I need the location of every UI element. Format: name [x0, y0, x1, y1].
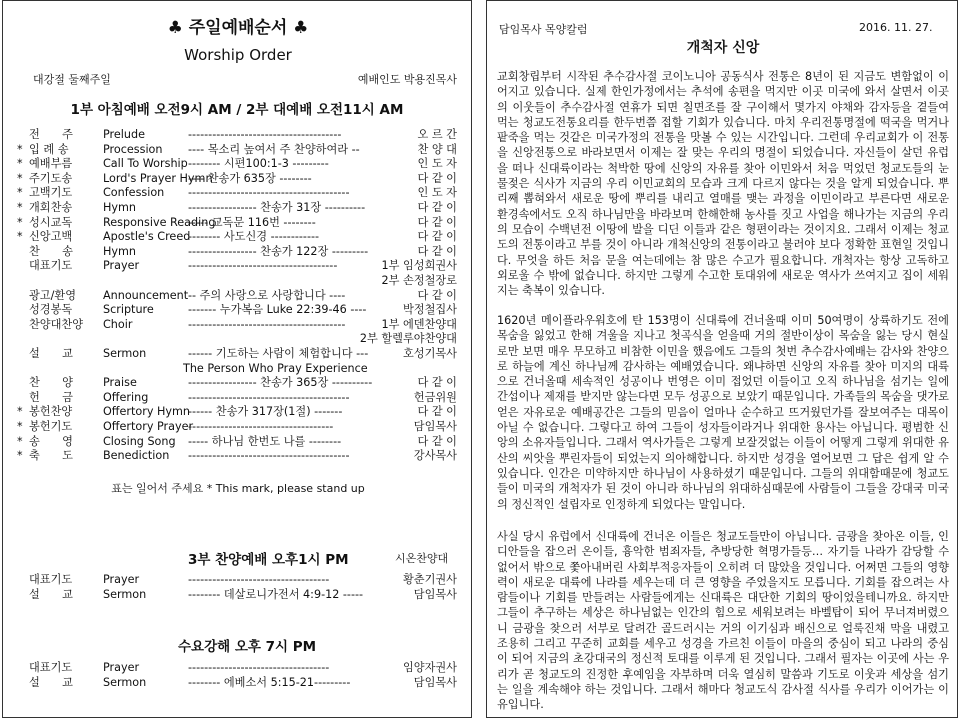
page-title: ♣ 주일예배순서 ♣ — [167, 18, 309, 38]
item-english: Sermon — [103, 676, 147, 689]
item-english: Offertory Prayer — [103, 420, 194, 433]
item-detail: -- 주의 사랑으로 사랑합니다 ---- — [188, 288, 346, 302]
item-english: Praise — [103, 376, 137, 390]
item-english: Announcement — [103, 288, 189, 302]
worship-order-page — [2, 0, 472, 718]
item-detail: ------------------------------------- — [188, 259, 338, 273]
item-korean: 대표기도 — [29, 661, 73, 674]
item-detail: ------------------------------------ — [188, 420, 334, 433]
item-korean: 봉헌기도 — [29, 420, 73, 433]
item-korean: 광고/환영 — [29, 288, 76, 302]
item-korean: 예배부름 — [29, 157, 73, 171]
item-english: Benediction — [103, 449, 170, 463]
item-english: Apostle's Creed — [103, 230, 191, 244]
item-leader: 1부 임성희권사 — [381, 259, 457, 273]
item-detail: ----------------------------------- — [188, 661, 330, 674]
item-korean: 신앙고백 — [29, 230, 73, 244]
service-row — [3, 201, 471, 215]
item-detail: -------------------------------------- — [188, 128, 342, 141]
service-row — [3, 661, 471, 675]
item-detail: ----------------- 찬송가 122장 --------- — [188, 244, 369, 258]
item-detail: -------- 사도신경 ------------ — [188, 230, 320, 244]
item-korean: 입 례 송 — [29, 142, 69, 156]
service-row — [3, 449, 471, 463]
item-leader: 인 도 자 — [417, 157, 457, 171]
service-row — [3, 391, 471, 405]
service-row — [3, 216, 471, 230]
stand-mark: * — [17, 449, 23, 463]
service-row — [3, 230, 471, 244]
item-leader: 2부 손정철장로 — [381, 274, 457, 287]
service-row — [3, 318, 471, 332]
stand-mark: * — [17, 230, 23, 244]
item-korean: 찬 양 — [29, 376, 73, 390]
service-row — [3, 143, 471, 157]
item-detail: ----------------------------------- — [188, 573, 330, 586]
pastor-column-page — [486, 0, 958, 718]
item-leader: 다 같 이 — [417, 215, 457, 229]
item-detail: -------- 에베소서 5:15-21--------- — [188, 676, 351, 689]
item-detail: ------ 찬송가 317장(1절) ------- — [188, 405, 343, 419]
standup-note: 표는 일어서 주세요 * This mark, please stand up — [111, 482, 365, 495]
column-paragraph-3: 사실 당시 유럽에서 신대륙에 건너온 이들은 청교도들만이 아닙니다. 금광을 찾아온 이들, 인디안들을 잡으러 온이들, 흉악한 범죄자들, 추방당한 혁명가들등… 자기들 나라가 감당할 수 없어서 밖으로 쫓아내버린 사회부적응자들이 오히려 더 많았을 것입니다. 어쩌면 그들의 영향력이 새로운 대륙에 나라를 세우는데 더 큰 영향을 주었을지도 모릅니다. 기회를 잡으려는 사람들이나 기회를 만들려는 사람들에게는 신대륙은 대단한 기회의 땅이었을테니까요. 하지만 그들이 추구하는 세상은 하나님없는 인간의 힘으로 세워보려는 바벨탑이 되어 무너져버렸으니 금광을 찾으러 서부로 달려간 골드러시는 거의 이기심과 배신으로 얼룩진채 막을 내렸고 조용히 그리고 꾸준히 교회를 세우고 성경을 가르친 이들이 마을의 중심이 되고 나라의 중심이 되어 지금의 초강대국의 정신적 토대를 이루게 된 것입니다. 그래서 필자는 이곳에 사는 우리가 곧 청교도의 진정한 후예임을 자부하며 더욱 열심히 말씀과 기도로 이웃과 세상을 섬기는 일을 계속해야 하는 것입니다. 그래서 해마다 청교도식 감사절 식사를 우리가 이어가는 이유입니다. — [497, 530, 949, 712]
item-leader: 강사목사 — [413, 449, 457, 463]
column-title: 개척자 신앙 — [686, 40, 760, 56]
item-english: Sermon — [103, 347, 147, 360]
item-english: Responsive Reading — [103, 215, 216, 229]
item-english: Prayer — [103, 259, 140, 273]
service-row — [3, 289, 471, 303]
service-heading-wed: 수요강해 오후 7시 PM — [178, 639, 317, 655]
service-row — [3, 676, 471, 690]
item-leader: 담임목사 — [413, 420, 457, 433]
item-english: Prayer — [103, 573, 140, 586]
item-leader: 1부 에덴찬양대 — [381, 317, 457, 331]
item-leader: 다 같 이 — [417, 376, 457, 390]
item-korean: 주기도송 — [29, 171, 73, 185]
item-leader: 다 같 이 — [417, 434, 457, 448]
item-korean: 축 도 — [29, 449, 73, 463]
item-detail: ----- 하나님 한번도 나를 -------- — [188, 434, 342, 448]
item-leader: 담임목사 — [413, 588, 457, 601]
stand-mark: * — [17, 434, 23, 448]
item-english: Offering — [103, 390, 149, 404]
service-row — [3, 573, 471, 587]
stand-mark: * — [17, 157, 23, 171]
item-detail: -------- 데살로니가전서 4:9-12 ----- — [188, 588, 364, 601]
column-paragraph-2: 1620년 메이플라우워호에 탄 153명이 신대륙에 건너올때 이미 50여명이 상륙하기도 전에 목숨을 잃었고 한해 겨울을 지나고 첫곡식을 얻을때 거의 절반이상이 목숨을 잃는 당시 현실로만 보면 매우 무모하고 비참한 이민을 했음에도 그들의 첫번 추수감사예배는 감사와 찬양으로 하늘에 계신 하나님께 감사하는 예배였습니다. 왜냐하면 신앙의 자유를 찾아 미지의 대륙으로 건너올때 세속적인 성공이나 번영은 이미 접었던 이들이고 오직 하나님을 섬기는 일에 간섭이나 제재를 받지만 않는다면 모두 성공으로 보았기 때문입니다. 가족들의 목숨을 댓가로 얻은 자유로운 예배공간은 그들의 믿음이 얼마나 순수하고 뜨거웠던가를 잘보여주는 대목이 아닐 수 없습니다. 그렇다고 하여 그들이 성자들이라거나 위대한 용사는 아닙니다. 평범한 신앙의 소유자들입니다. 그래서 역사가들은 그렇게 보잘것없는 이들이 어떻게 그렇게 위대한 유산의 씨앗을 뿌린자들이 되었는지 의아해합니다. 하지만 성경을 열어보면 그 답은 쉽게 알 수 있습니다. 인간은 미약하지만 하나님이 사용하셨기 때문입니다. 그들의 위대함때문에 청교도들이 미국의 개척자가 된 것이 아니라 하나님의 위대하심때문에 사람들이 그들을 강대국 미국의 정신적인 설립자로 인정하게 되었다는 말입니다. — [497, 314, 949, 511]
service-row — [3, 245, 471, 259]
item-english: Hymn — [103, 244, 137, 258]
item-leader: 다 같 이 — [417, 171, 457, 185]
item-leader: 황춘기권사 — [402, 573, 457, 586]
service-row — [3, 420, 471, 434]
item-detail: ---------------------------------------- — [188, 449, 350, 463]
item-korean: 찬양대찬양 — [29, 317, 84, 331]
item-detail: ------- 누가복음 Luke 22:39-46 ---- — [188, 303, 367, 317]
item-detail: --------------------------------------- — [188, 317, 346, 331]
item-detail: ---- 찬송가 635장 -------- — [188, 171, 312, 185]
item-korean: 개회찬송 — [29, 201, 73, 214]
service-row — [3, 347, 471, 361]
column-label: 담임목사 목양칼럼 — [499, 23, 588, 36]
item-english: Confession — [103, 186, 165, 200]
item-leader: 박정철집사 — [402, 303, 457, 317]
service-heading-1-2: 1부 아침예배 오전9시 AM / 2부 대예배 오전11시 AM — [70, 102, 404, 118]
stand-mark: * — [17, 142, 23, 156]
item-korean: 찬 송 — [29, 244, 73, 258]
stand-mark: * — [17, 171, 23, 185]
item-korean: 설 교 — [29, 676, 73, 689]
service-row — [3, 259, 471, 273]
item-detail: ----------------- 찬송가 31장 ---------- — [188, 201, 366, 214]
service-row — [3, 405, 471, 419]
item-leader: 다 같 이 — [417, 201, 457, 214]
item-english: Procession — [103, 142, 163, 156]
item-english: Closing Song — [103, 434, 176, 448]
worship-leader: 예배인도 박용진목사 — [357, 73, 457, 86]
service-row — [3, 332, 471, 346]
item-english: Hymn — [103, 201, 137, 214]
item-english: Prayer — [103, 661, 140, 674]
item-korean: 설 교 — [29, 347, 73, 360]
service-row — [3, 274, 471, 288]
item-korean: 전 주 — [29, 128, 73, 141]
item-korean: 설 교 — [29, 588, 73, 601]
stand-mark: * — [17, 215, 23, 229]
item-english: Call To Worship — [103, 157, 188, 171]
item-leader: 호성기목사 — [402, 347, 457, 360]
item-leader: 다 같 이 — [417, 288, 457, 302]
item-detail: ----- 교독문 116번 -------- — [188, 215, 316, 229]
item-detail: -------- 시편100:1-3 --------- — [188, 157, 329, 171]
item-english: Sermon — [103, 588, 147, 601]
item-detail: ------ 기도하는 사람이 체험합니다 --- — [188, 347, 369, 360]
item-leader: 다 같 이 — [417, 230, 457, 244]
item-detail: ---------------------------------------- — [188, 390, 350, 404]
stand-mark: * — [17, 405, 23, 419]
service-row — [3, 435, 471, 449]
item-korean: 대표기도 — [29, 573, 73, 586]
item-english: Offertory Hymn — [103, 405, 191, 419]
item-leader: 다 같 이 — [417, 405, 457, 419]
page-subtitle: Worship Order — [184, 46, 292, 64]
item-leader: 인 도 자 — [417, 186, 457, 200]
item-korean: 헌 금 — [29, 390, 73, 404]
service-row — [3, 362, 471, 376]
item-detail: ---------------------------------------- — [188, 186, 350, 200]
service-row — [3, 588, 471, 602]
season-label: 대강절 둘째주일 — [33, 73, 111, 86]
service-row — [3, 376, 471, 390]
column-paragraph-1: 교회창립부터 시작된 추수감사절 코이노니아 공동식사 전통은 8년이 된 지금도 변함없이 이어지고 있습니다. 실제 한인가정에서는 추석에 송편을 먹지만 이곳 미국에 와서 살면서 이곳의 이웃들이 추수감사절 연휴가 되면 칠면조를 잘 구이해서 몇가지 야채와 감자등을 곁들여 먹는 청교도전통요리를 한두번쯤 접할 기회가 있습니다. 마치 우리전통명절에 떡국을 먹거나 팥죽을 먹는 것같은 미국가정의 전통을 맛볼 수 있는 시간입니다. 그런데 우리교회가 이 전통을 신앙전통으로 바라보면서 이제는 잘 맞는 우리의 명절이 되었습니다. 자신들이 살던 유럽을 떠나 신대륙이라는 척박한 땅에 신앙의 자유를 찾아 이민와서 처음 먹었던 청교도들의 눈물젖은 식사가 지금의 우리 이민교회의 모습과 크게 다르지 않다는 것을 알게 되었습니다. 뿌리째 뽑혀와서 새로운 땅에 뿌리를 내리고 열매를 맺는 과정을 이민이라고 부른다면 새로운 환경속에서도 오직 하나님만을 바라보며 한해한해 농사를 짓고 사업을 해나가는 지금의 우리의 모습이 수백년전 이땅에 발을 디딘 이들과 같은 형편이라는 것이지요. 그래서 이제는 청교도의 전통이라고 부를 것이 아니라 개척신앙의 전통이라고 불러야 보다 정확한 표현일 것입니다. 무엇을 하든 처음 문을 여는데에는 참 많은 수고가 필요합니다. 개척자는 항상 고독하고 외로울 수 밖에 없습니다. 하지만 그렇게 수고한 토대위에 새로운 역사가 쓰여지고 집이 세워지는 축복이 있습니다. — [497, 70, 949, 298]
service-row — [3, 157, 471, 171]
item-korean: 성시교독 — [29, 215, 73, 229]
item-detail: The Person Who Pray Experience — [183, 361, 368, 375]
service-3-choir: 시온찬양대 — [395, 552, 449, 565]
stand-mark: * — [17, 186, 23, 200]
service-row — [3, 186, 471, 200]
item-leader: 찬 양 대 — [417, 142, 457, 156]
stand-mark: * — [17, 201, 23, 214]
item-leader: 2부 할렐루야찬양대 — [359, 332, 457, 346]
item-english: Scripture — [103, 303, 154, 317]
column-date: 2016. 11. 27. — [859, 21, 933, 34]
item-english: Choir — [103, 317, 133, 331]
item-english: Lord's Prayer Hymn — [103, 171, 213, 185]
stand-mark: * — [17, 420, 23, 433]
item-leader: 헌금위원 — [413, 390, 457, 404]
item-korean: 성경봉독 — [29, 303, 73, 317]
service-row — [3, 128, 471, 142]
item-korean: 봉헌찬양 — [29, 405, 73, 419]
service-row — [3, 303, 471, 317]
item-detail: ----------------- 찬송가 365장 ---------- — [188, 376, 373, 390]
item-korean: 고백기도 — [29, 186, 73, 200]
item-detail: ---- 목소리 높여서 주 찬양하여라 -- — [188, 142, 360, 156]
item-english: Prelude — [103, 128, 145, 141]
item-leader: 담임목사 — [413, 676, 457, 689]
service-heading-3: 3부 찬양예배 오후1시 PM — [188, 552, 349, 568]
service-row — [3, 172, 471, 186]
item-leader: 오 르 간 — [417, 128, 457, 141]
item-korean: 송 영 — [29, 434, 73, 448]
item-leader: 임양자권사 — [402, 661, 457, 674]
item-leader: 다 같 이 — [417, 244, 457, 258]
item-korean: 대표기도 — [29, 259, 73, 273]
